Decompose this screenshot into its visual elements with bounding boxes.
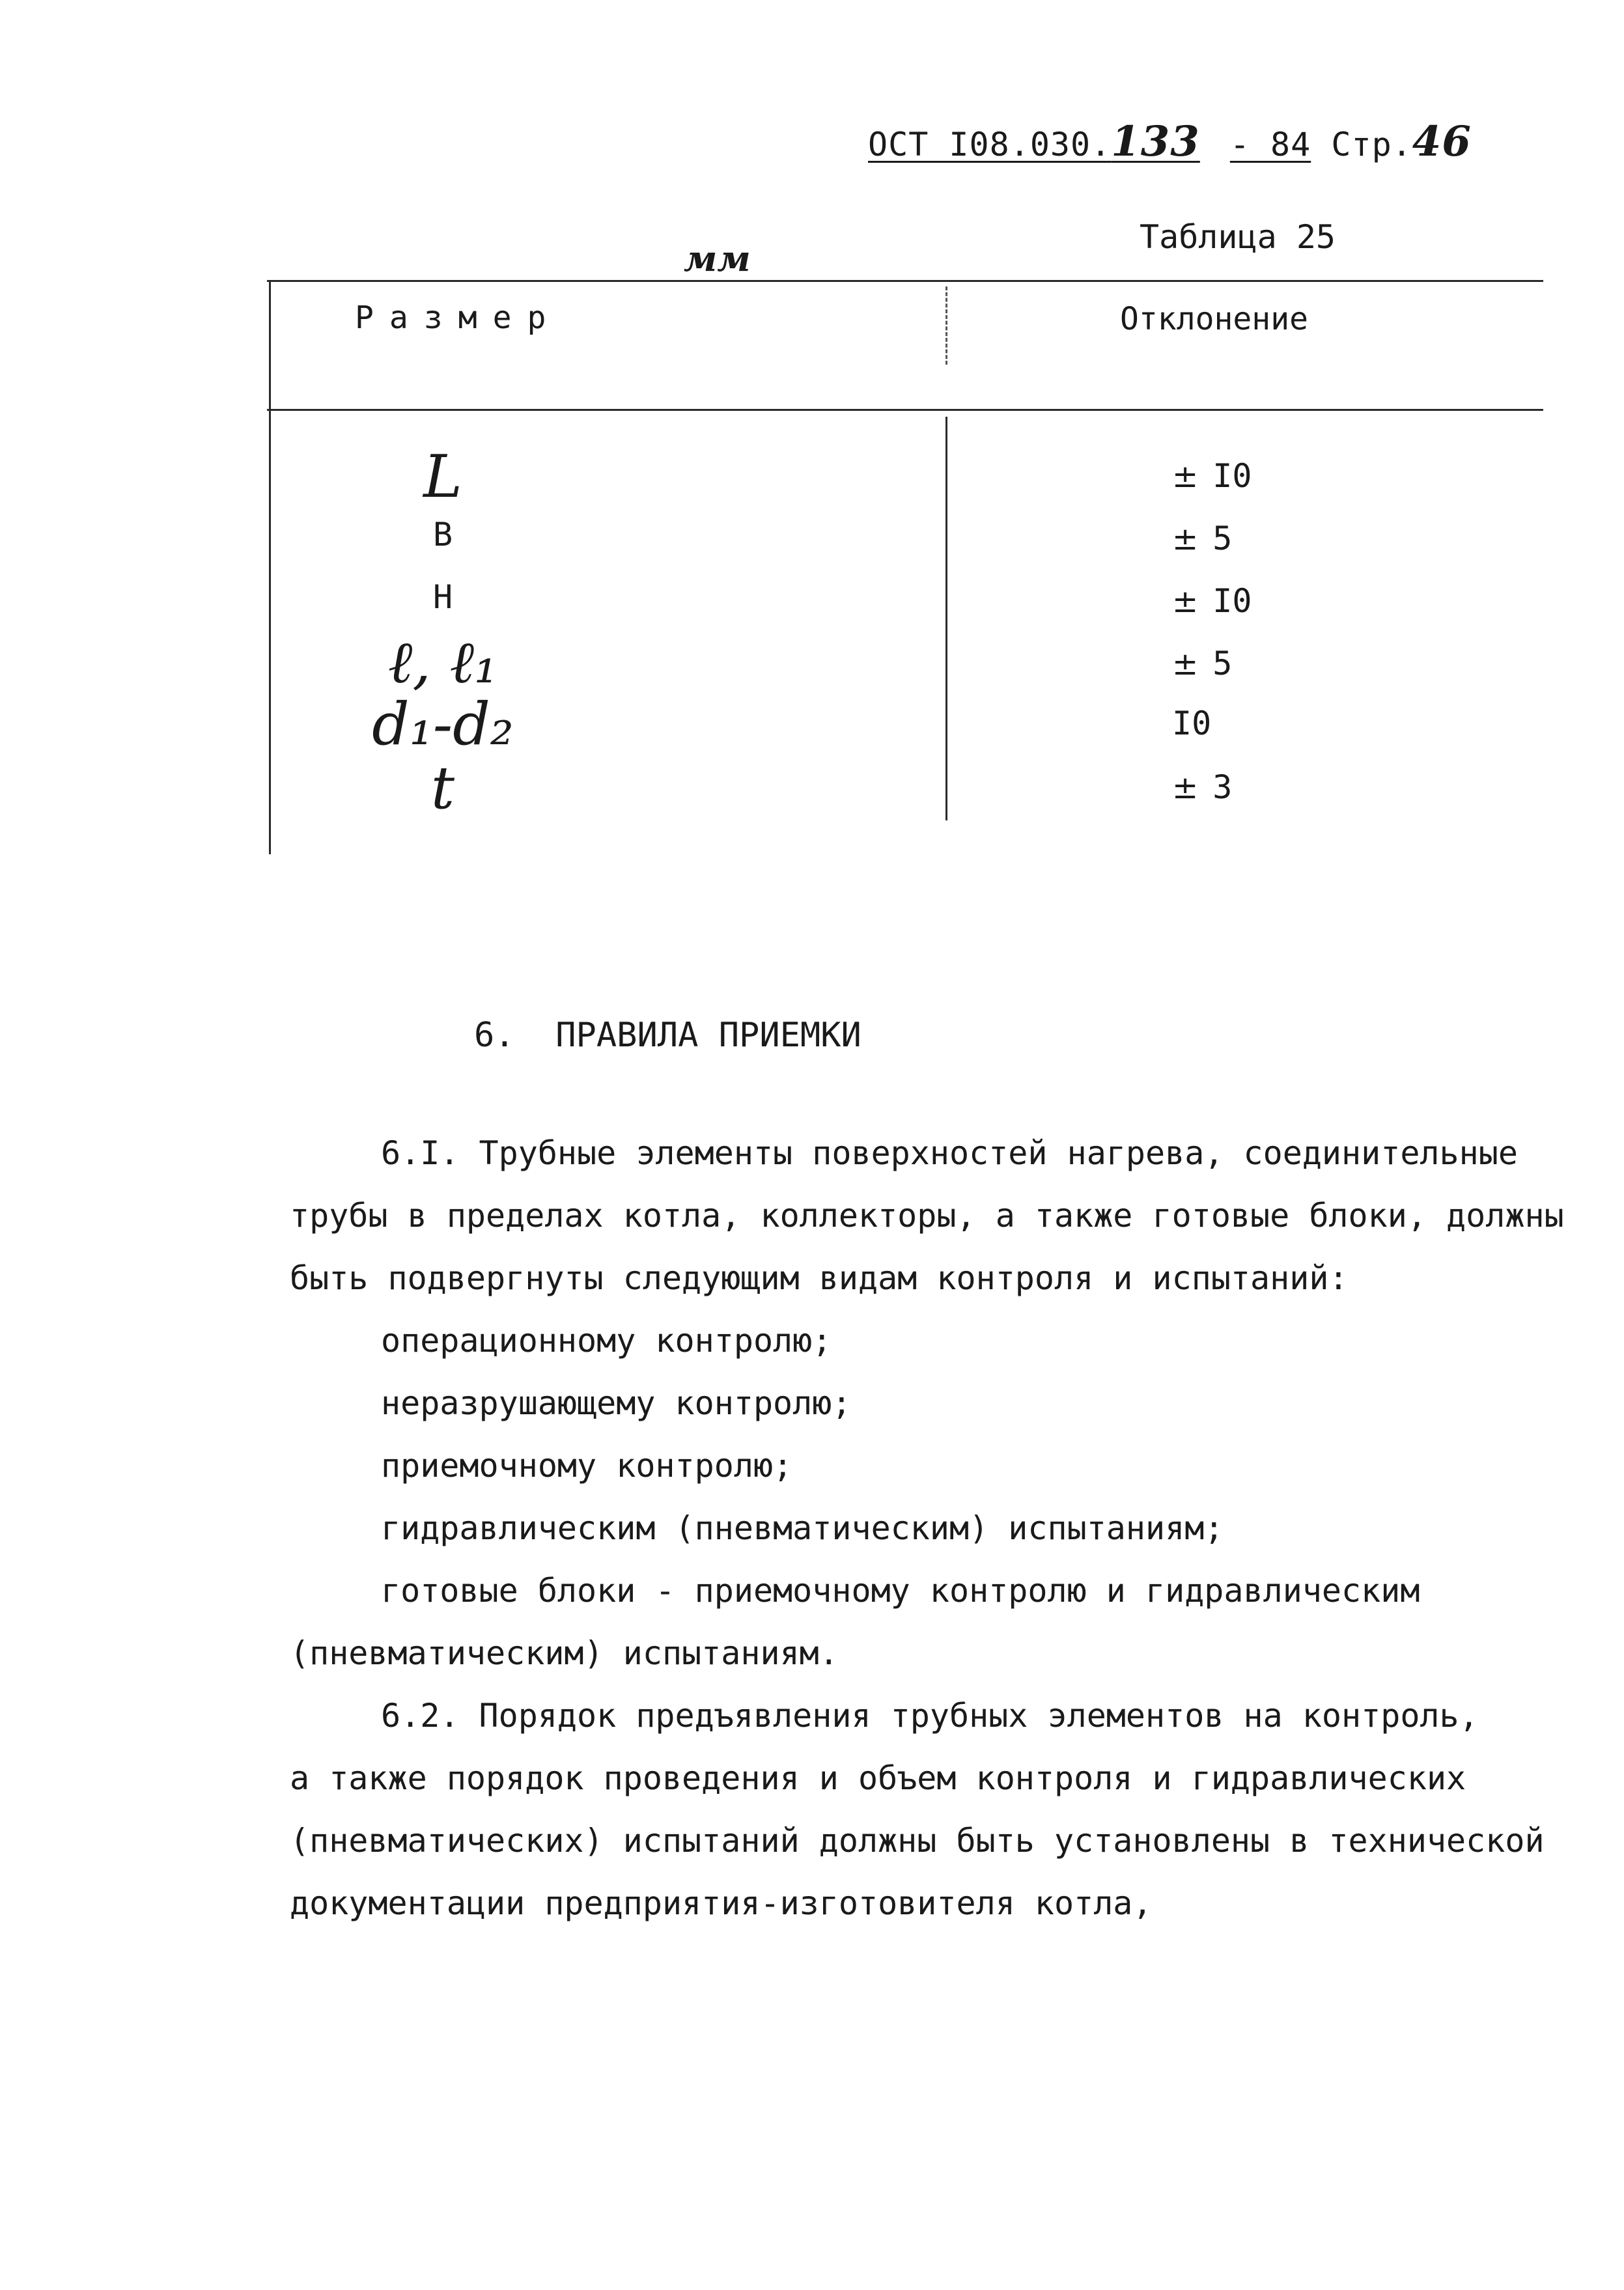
deviation-cell: [1172, 457, 1252, 495]
plus-minus-sign: ±: [1172, 770, 1199, 806]
table-units: мм: [684, 238, 751, 279]
deviation-value: I0: [1212, 582, 1252, 620]
column-header-deviation: Отклонение: [1120, 301, 1308, 337]
deviation-value: 5: [1212, 520, 1233, 557]
plus-minus-sign: ±: [1172, 646, 1199, 682]
table-title: Таблица 25: [1140, 218, 1336, 256]
doc-year: - 84: [1229, 126, 1311, 163]
size-cell: B: [432, 516, 453, 553]
size-cell: ℓ, ℓ₁: [387, 628, 498, 697]
deviation-value: I0: [1172, 705, 1212, 742]
deviation-cell: [1172, 705, 1211, 742]
text-line: приемочному контролю;: [381, 1447, 793, 1485]
text-line: гидравлическим (пневматическим) испытаниям;: [381, 1509, 1224, 1547]
plus-minus-sign: ±: [1172, 583, 1199, 620]
table-header-rule: [267, 409, 1543, 411]
section-number: 6.: [474, 1016, 515, 1055]
text-line: быть подвергнуты следующим видам контроля и испытаний:: [290, 1259, 1349, 1297]
doc-number-handwritten: 133: [1111, 117, 1200, 166]
table-column-divider: [945, 417, 947, 820]
deviation-value: 5: [1212, 645, 1233, 682]
table-top-rule: [267, 280, 1543, 282]
text-line: а также порядок проведения и объем контроля и гидравлических: [290, 1759, 1466, 1797]
text-line: 6.I. Трубные элементы поверхностей нагрева, соединительные: [381, 1134, 1518, 1172]
size-cell: d₁-d₂: [372, 690, 514, 759]
size-cell: t: [430, 754, 455, 822]
column-header-size: Размер: [355, 300, 562, 336]
deviation-cell: [1172, 645, 1232, 682]
deviation-cell: [1172, 768, 1232, 806]
text-line: готовые блоки - приемочному контролю и гидравлическим: [381, 1572, 1420, 1610]
text-line: трубы в пределах котла, коллекторы, а также готовые блоки, должны: [290, 1197, 1564, 1235]
page-number-handwritten: 46: [1412, 117, 1472, 166]
section-heading: [474, 1016, 861, 1055]
deviation-value: I0: [1212, 457, 1252, 495]
text-line: (пневматических) испытаний должны быть установлены в технической: [290, 1822, 1545, 1860]
plus-minus-sign: ±: [1172, 458, 1199, 495]
text-line: (пневматическим) испытаниям.: [290, 1634, 839, 1672]
deviation-cell: [1172, 520, 1232, 557]
text-line: операционному контролю;: [381, 1322, 832, 1360]
deviation-cell: [1172, 582, 1252, 620]
body-text: [290, 1122, 1564, 1934]
text-line: 6.2. Порядок предъявления трубных элементов на контроль,: [381, 1697, 1479, 1735]
page-label: Стр.: [1331, 126, 1412, 163]
plus-minus-sign: ±: [1172, 521, 1199, 557]
document-header: [868, 117, 1472, 166]
text-line: неразрушающему контролю;: [381, 1384, 852, 1422]
text-line: документации предприятия-изготовителя котла,: [290, 1884, 1153, 1922]
size-cell: L: [423, 443, 462, 511]
section-title: ПРАВИЛА ПРИЕМКИ: [555, 1016, 861, 1055]
table-header-divider: [945, 286, 947, 365]
deviation-value: 3: [1212, 768, 1233, 806]
doc-designation: ОСТ I08.030.: [868, 126, 1112, 163]
size-cell: H: [432, 578, 453, 616]
